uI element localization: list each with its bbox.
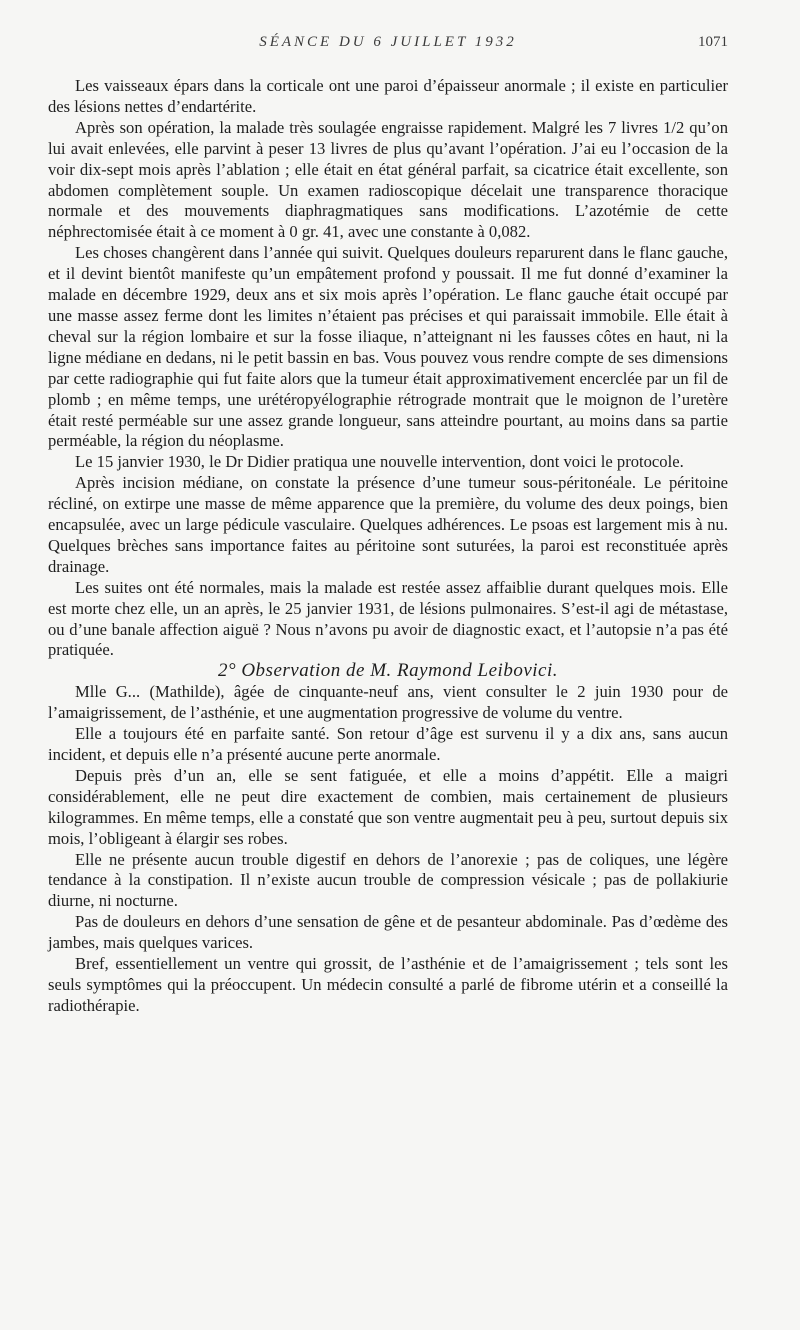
running-title: SÉANCE DU 6 JUILLET 1932	[259, 34, 517, 50]
paragraph: Le 15 janvier 1930, le Dr Didier pratiqua une nouvelle intervention, dont voici le protocole.	[75, 452, 684, 472]
running-header	[48, 34, 728, 58]
paragraph: Elle ne présente aucun trouble digestif en dehors de l’anorexie ; pas de coliques, une légère tendance à la constipation. Il n’existe aucun trouble de compression vésicale ; pas de pollakiurie diurne, ni nocturne.	[48, 849, 728, 911]
paragraph: Mlle G... (Mathilde), âgée de cinquante-neuf ans, vient consulter le 2 juin 1930 pour de l’amaigrissement, de l’asthénie, et une augmentation progressive de volume du ventre.	[48, 682, 728, 723]
paragraph: Les vaisseaux épars dans la corticale ont une paroi d’épaisseur anormale ; il existe en particulier des lésions nettes d’endartérite.	[48, 76, 728, 116]
paragraph: Bref, essentiellement un ventre qui grossit, de l’asthénie et de l’amaigrissement ; tels sont les seuls symptômes qui la préoccupent. Un médecin consulté a parlé de fibrome utérin et a conseillé la radiothérapie.	[48, 954, 728, 1015]
page-number: 1071	[698, 34, 728, 50]
paragraph: Les suites ont été normales, mais la malade est restée assez affaiblie durant quelques mois. Elle est morte chez elle, un an après, le 25 janvier 1931, de lésions pulmonaires. S’est-il agi de métastase, ou d’une banale affection aiguë ? Nous n’avons pu avoir de diagnostic exact, et l’autopsie n’a pas été pratiquée.	[48, 577, 728, 660]
body-text	[48, 76, 728, 1017]
section-heading: 2° Observation de M. Raymond Leibovici.	[217, 660, 558, 682]
paragraph: Après incision médiane, on constate la présence d’une tumeur sous-péritonéale. Le péritoine récliné, on extirpe une masse de même apparence que la première, du volume des deux poings, bien encapsulée, avec un large pédicule vasculaire. Quelques adhérences. Le psoas est largement mis à nu. Quelques brèches sans importance faites au péritoine sont suturées, la paroi est reconstituée après drainage.	[48, 473, 728, 576]
paragraph: Depuis près d’un an, elle se sent fatiguée, et elle a moins d’appétit. Elle a maigri considérablement, elle ne peut dire exactement de combien, mais certainement de plusieurs kilogrammes. En même temps, elle a constaté que son ventre augmentait peu à peu, surtout depuis six mois, l’obligeant à élargir ses robes.	[48, 765, 728, 848]
paragraph: Après son opération, la malade très soulagée engraisse rapidement. Malgré les 7 livres 1/2 qu’on lui avait enlevées, elle parvint à peser 13 livres de plus qu’avant l’opération. J’ai eu l’occasion de la voir dix-sept mois après l’ablation ; elle était en état général parfait, sa cicatrice était excellente, son abdomen complètement souple. Un examen radioscopique décelait une transparence thoracique normale et des mouvements diaphragmatiques sans modifications. L’azotémie de cette néphrectomisée était à ce moment à 0 gr. 41, avec une constante à 0,082.	[48, 117, 728, 242]
paragraph: Les choses changèrent dans l’année qui suivit. Quelques douleurs reparurent dans le flanc gauche, et il devint bientôt manifeste qu’un empâtement profond y poussait. Il me fut donné d’examiner la malade en décembre 1929, deux ans et six mois après l’opération. Le flanc gauche était occupé par une masse assez ferme dont les limites n’étaient pas précises et qui paraissait immobile. Elle était à cheval sur la région lombaire et sur la fosse iliaque, n’atteignant ni les fausses côtes en haut, ni la ligne médiane en dedans, ni le petit bassin en bas. Vous pouvez vous rendre compte de ses dimensions par cette radiographie qui fut faite alors que la tumeur était approximativement encerclée par un fil de plomb ; en même temps, une urétéropyélographie rétrograde montrait que le moignon de l’uretère était resté perméable sur une assez grande longueur, sans atteindre pourtant, au moins dans sa partie perméable, la région du néoplasme.	[48, 243, 728, 451]
paragraph: Pas de douleurs en dehors d’une sensation de gêne et de pesanteur abdominale. Pas d’œdème des jambes, mais quelques varices.	[48, 912, 728, 953]
paragraph: Elle a toujours été en parfaite santé. Son retour d’âge est survenu il y a dix ans, sans aucun incident, et depuis elle n’a présenté aucune perte anormale.	[48, 724, 728, 764]
